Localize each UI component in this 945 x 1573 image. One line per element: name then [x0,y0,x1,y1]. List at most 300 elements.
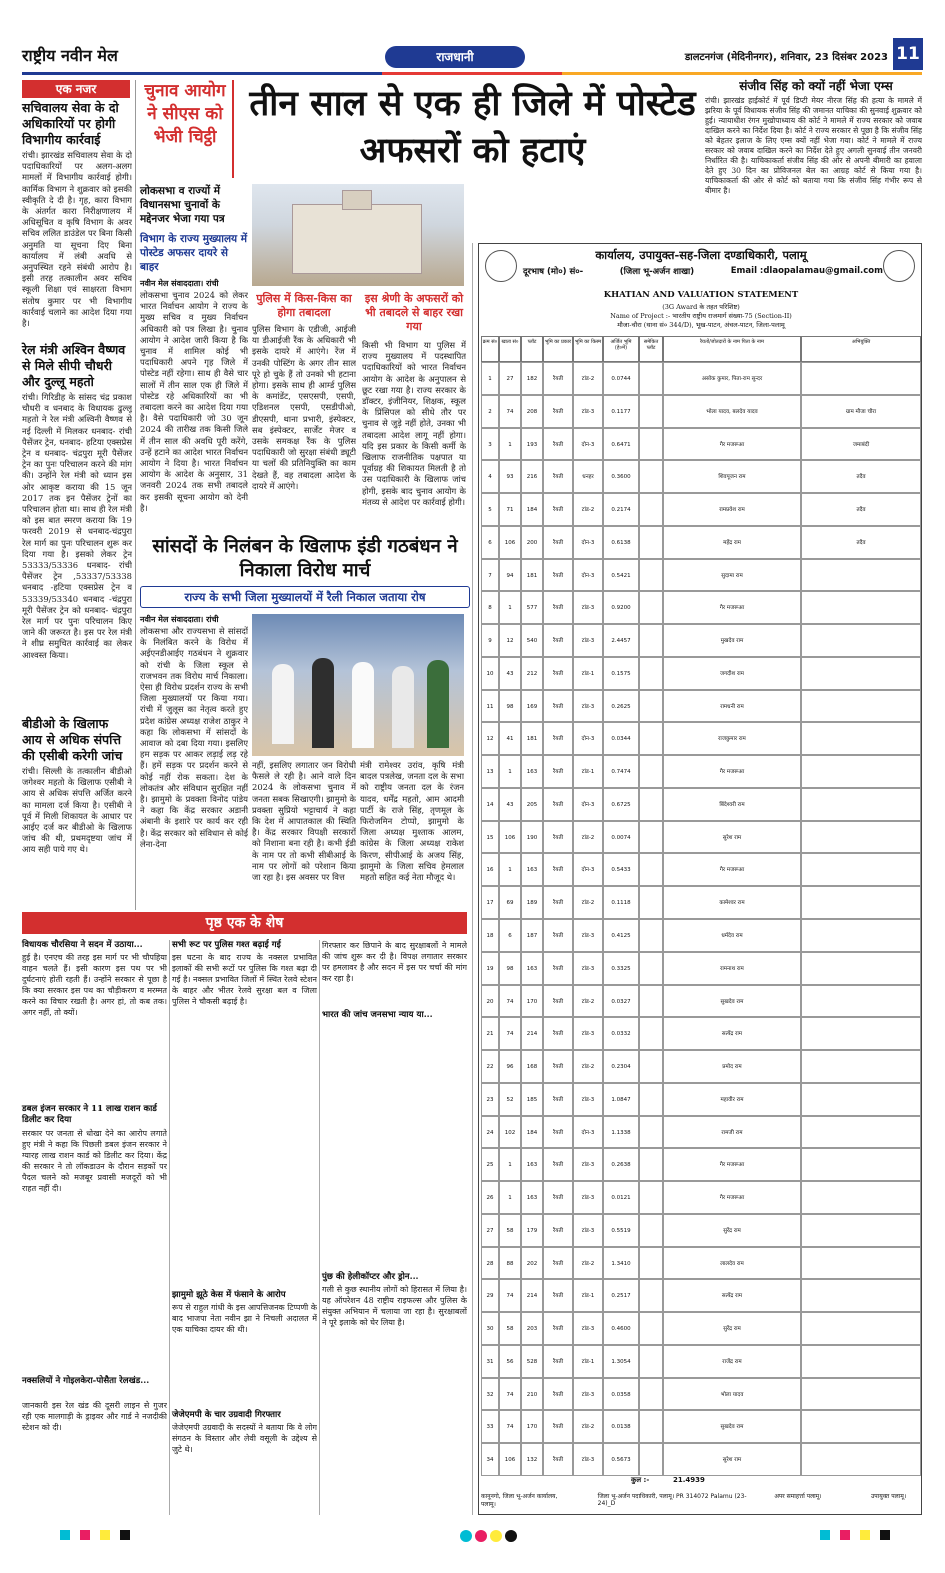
table-cell: तदैव [801,493,921,526]
table-cell: रैयती [543,919,573,952]
story-headline: बीडीओ के खिलाफ आय से अधिक संपत्ति की एसीबी करेगी जांच [22,716,123,763]
table-row [481,428,921,461]
table-cell: सुरेंद्र राम [663,1312,801,1345]
table-cell: रैयती [543,526,573,559]
table-cell: 74 [499,985,521,1018]
table-cell: 189 [521,886,543,919]
table-cell: टांड-3 [573,1443,603,1476]
valuation-table [481,336,921,1476]
table-cell [639,526,663,559]
table-cell: टांड-3 [573,1017,603,1050]
table-cell: रामनाथ राम [663,952,801,985]
table-cell: टांड-1 [573,657,603,690]
table-cell [801,755,921,788]
table-cell: टांड-1 [573,755,603,788]
table-row [481,853,921,886]
kicker-divider [232,80,234,178]
table-cell: 0.7474 [603,755,639,788]
table-cell: रैयती [543,624,573,657]
table-row [481,1279,921,1312]
table-cell: 1 [499,1148,521,1181]
table-cell: 20 [481,985,499,1018]
table-row [481,755,921,788]
table-cell [639,1312,663,1345]
table-cell: रामजी राम [663,1116,801,1149]
registration-swatch [100,1530,110,1540]
table-cell [639,1279,663,1312]
notice-project: Name of Project :- भारतीय राष्ट्रीय राजमार्ग संख्या-75 (Section-II) [610,312,792,320]
table-cell: 16 [481,853,499,886]
table-cell: 26 [481,1181,499,1214]
table-cell: रैयती [543,821,573,854]
notice-phone: दूरभाष (मो०) सं०- [523,267,584,277]
table-cell: 205 [521,788,543,821]
table-row [481,788,921,821]
table-row [481,1378,921,1411]
table-cell: गैर मजरूआ [663,591,801,624]
table-cell: रैयती [543,1279,573,1312]
table-cell: 1 [499,591,521,624]
byline: नवीन मेल संवाददाता। रांची [140,614,219,624]
table-cell: 11 [481,690,499,723]
table-cell: दोन-3 [573,788,603,821]
cont-body: इस घटना के बाद राज्य के नक्सल प्रभावित इलाकों की सभी रूटों पर पुलिस कि गश्त बढ़ा दी गई है। नक्सल प्रभावित जिलों में स्थित रेलवे स्टेशन के बाहर और भीतर रेलवे सुरक्षा बल व जिला पुलिस ने चौकसी बढ़ाई है। [172,953,317,1006]
table-cell [639,919,663,952]
table-cell [801,1083,921,1116]
table-header-cell: क्रम सं० [481,336,499,362]
table-cell: टांड-2 [573,821,603,854]
section-label: राजधानी [385,46,525,68]
table-cell: 200 [521,526,543,559]
table-cell: राजेंद्र राम [663,1345,801,1378]
cont-headline: नक्सलियों ने गोइलकेरा-पोसैता रेलखंड... [22,1376,150,1386]
table-cell [801,821,921,854]
table-cell: 22 [481,1050,499,1083]
signatory: जिला भू-अर्जन पदाधिकारी, पलामू। PR 314072 Palamu (23-24)_D [597,1493,747,1507]
table-cell: 163 [521,853,543,886]
cont-body: गिरफ्तार कर छिपाने के बाद सुरक्षाबलों ने मामले की जांच शुरू कर दी है। विपक्ष लगातार सरकार पर हमलावर है और सदन में इस पर चर्चा की मांग कर रहा है। [322,941,467,983]
table-cell [639,395,663,428]
table-cell: 7 [481,559,499,592]
table-cell: गैर मजरूआ [663,428,801,461]
table-cell [801,1312,921,1345]
table-cell [639,1247,663,1280]
byline: नवीन मेल संवाददाता। रांची [140,278,219,288]
table-cell: रैयती [543,1345,573,1378]
table-cell: 0.0327 [603,985,639,1018]
table-cell: 185 [521,1083,543,1116]
story-body: लोकसभा और राज्यसभा से सांसदों के निलंबित करने के विरोध में अईएनडीआईए गठबंधन ने शुक्रवार को रांची के जिला स्कूल से राजभवन तक विरोध मार्च निकाला। ऐसा ही विरोध प्रदर्शन राज्य के सभी जिला मुख्यालयों पर किया गया। रांची में जुलूस का नेतृत्व करते हुए प्रदेश कांग्रेस अध्यक्ष राजेश ठाकुर ने कहा कि लोकसभा में सांसदों के आवाज को दबा दिया गया। इसलिए हम सड़क पर आकर लड़ाई लड़ रहे हैं। हमें सड़क पर प्रदर्शन करने से कोई नहीं रोक सकता। देश के लोकतंत्र और संविधान सुरक्षित नहीं है। झामुमो के प्रवक्ता विनोद पांडेय ने कहा कि केंद्र सरकार अडानी अंबानी के इशारे पर कार्य कर रही है। केंद्र सरकार को संविधान से कोई लेना-देना [140,626,248,849]
table-cell [801,1116,921,1149]
table-cell: 58 [499,1312,521,1345]
table-row [481,1214,921,1247]
table-cell: 0.6725 [603,788,639,821]
table-cell: 214 [521,1017,543,1050]
table-cell: दोन-3 [573,526,603,559]
table-cell: टांड-1 [573,1279,603,1312]
table-cell: 43 [499,788,521,821]
table-cell: 93 [499,460,521,493]
table-cell: 163 [521,1148,543,1181]
cont-headline: पुंछ की हेलीकॉप्टर और ड्रोन... [322,1272,419,1282]
story-headline: सचिवालय सेवा के दो अधिकारियों पर होगी विभागीय कार्रवाई [22,100,119,147]
table-cell: रैयती [543,690,573,723]
table-cell: 190 [521,821,543,854]
total-label: कुल :- [631,1476,650,1484]
table-cell: 58 [499,1214,521,1247]
table-cell: रैयती [543,722,573,755]
table-cell: 132 [521,1443,543,1476]
table-cell: 1.3054 [603,1345,639,1378]
table-row [481,1116,921,1149]
table-cell: 74 [499,1378,521,1411]
table-header-cell: अर्जित भूमि (हे०में) [603,336,639,362]
table-cell: टांड-3 [573,1214,603,1247]
story-body: मंत्री रामेश्वर उरांव, कृषि मंत्री बादल पत्रलेख, जनता दल के सभा को राष्ट्रीय जनता दल के रंजन यादव, धर्मेंद्र महतो, आम आदमी पार्टी के राजे सिंह, तृणमूल के फिरोजमिन टोप्पो, झामुमो के जिला अध्यक्ष मुश्ताक आलम, कांग्रेस के जिला अध्यक्ष राकेश किरण, सीपीआई के अजय सिंह, झामुमो के जिला सचिव हेमलाल महतो सहित कई नेता मौजूद थे। [360,760,464,883]
notice-subtitle: (3G Award के तहत परिशिष्ट) [662,303,740,311]
table-cell: 0.5421 [603,559,639,592]
table-cell: 0.2625 [603,690,639,723]
table-cell: 3 [481,428,499,461]
registration-swatch [80,1530,90,1540]
table-cell: जगदीश राम [663,657,801,690]
table-cell: 0.9200 [603,591,639,624]
table-cell: 9 [481,624,499,657]
table-cell: रैयती [543,1083,573,1116]
valuation-notice [478,243,922,1515]
table-cell [801,952,921,985]
table-cell [639,362,663,395]
table-row [481,1312,921,1345]
table-cell [801,886,921,919]
right-headline: संजीव सिंह को क्यों नहीं भेजा एम्स [739,79,893,93]
table-cell: सत्येंद्र राम [663,1279,801,1312]
table-cell: दोन-3 [573,722,603,755]
secretariat-photo [252,184,464,286]
table-cell: 27 [499,362,521,395]
cont-body: जानकारी इस रेल खंड की दूसरी लाइन से गुजर रही एक मालगाड़ी के ड्राइवर और गार्ड ने नजदीकी स्टेशन को दी। [22,1401,167,1432]
table-cell: रामप्रवेश राम [663,493,801,526]
table-cell: 34 [481,1443,499,1476]
table-cell: 23 [481,1083,499,1116]
table-cell: 74 [499,1410,521,1443]
table-cell: धर्मदेव राम [663,919,801,952]
table-cell: रैयती [543,395,573,428]
table-cell: दोन-3 [573,1116,603,1149]
table-cell: 0.3600 [603,460,639,493]
table-cell: भोला यादव [663,1378,801,1411]
table-cell: 0.4600 [603,1312,639,1345]
table-cell [639,1116,663,1149]
table-cell [639,1083,663,1116]
table-cell: 24 [481,1116,499,1149]
table-row [481,657,921,690]
table-row [481,559,921,592]
table-cell: 74 [499,395,521,428]
notice-dept: (जिला भू-अर्जन शाखा) [619,267,695,277]
table-cell: 170 [521,1410,543,1443]
table-cell: टांड-2 [573,362,603,395]
table-cell: 1 [499,428,521,461]
table-cell [639,788,663,821]
table-header-cell: भूमि का प्रकार [543,336,573,362]
table-cell: 528 [521,1345,543,1378]
table-row [481,1345,921,1378]
table-row [481,821,921,854]
column-divider [169,940,170,1515]
table-cell: 69 [499,886,521,919]
table-cell [801,559,921,592]
table-cell [639,722,663,755]
column-divider [319,940,320,1515]
table-cell: 214 [521,1279,543,1312]
notice-office: कार्यालय, उपायुक्त-सह-जिला दण्डाधिकारी, पलामू [595,248,807,262]
table-cell: टांड-3 [573,624,603,657]
table-header-cell: अभियुक्ति [801,336,921,362]
table-row [481,1050,921,1083]
table-cell: टांड-2 [573,1247,603,1280]
table-cell: 10 [481,657,499,690]
header-rule [22,72,922,75]
table-cell: 5 [481,493,499,526]
table-row [481,1017,921,1050]
table-cell: 0.5433 [603,853,639,886]
table-cell: 0.1575 [603,657,639,690]
table-cell: महेंद्र राम [663,526,801,559]
table-row [481,591,921,624]
table-cell: 88 [499,1247,521,1280]
table-cell: टांड-3 [573,919,603,952]
table-cell: रैयती [543,853,573,886]
table-cell: 0.3325 [603,952,639,985]
table-cell [801,1345,921,1378]
table-cell: 33 [481,1410,499,1443]
table-cell [801,853,921,886]
table-cell: लालदेव राम [663,1247,801,1280]
table-cell: 1 [499,1181,521,1214]
table-cell: 577 [521,591,543,624]
table-cell: 4 [481,460,499,493]
table-cell: 1 [481,362,499,395]
table-cell [801,362,921,395]
table-cell [801,1214,921,1247]
table-cell: 203 [521,1312,543,1345]
cont-body: रूप से राहुल गांधी के इस आपत्तिजनक टिप्पणी के बाद भाजपा नेता नवीन झा ने निचली अदालत में एक याचिका दायर की थी। [172,1303,317,1334]
cont-body: गली से कुछ स्थानीय लोगों को हिरासत में लिया है। यह ऑपरेशन 48 राष्ट्रीय राइफल्स और पुलिस के संयुक्त अभियान में चलाया जा रहा है। सुरक्षाबलों ने पूरे इलाके को घेर लिया है। [322,1285,467,1327]
table-cell: 0.0121 [603,1181,639,1214]
table-cell: 0.0332 [603,1017,639,1050]
table-cell: 0.6471 [603,428,639,461]
table-cell: धनहर [573,460,603,493]
table-cell: रैयती [543,1312,573,1345]
table-cell: 0.1118 [603,886,639,919]
table-cell: टांड-3 [573,1181,603,1214]
story-headline: रेल मंत्री अश्विन वैष्णव से मिले सीपी चौधरी और दुल्लू महतो [22,342,126,389]
table-cell: तदैव [801,526,921,559]
table-cell: 212 [521,657,543,690]
table-cell: 12 [481,722,499,755]
table-cell: रैयती [543,460,573,493]
ek-nazar-tag: एक नजर [22,80,130,98]
table-cell: 0.5519 [603,1214,639,1247]
table-cell: 216 [521,460,543,493]
notice-email: Email :dlaopalamau@gmail.com [730,266,883,276]
table-cell: 182 [521,362,543,395]
table-cell: रैयती [543,1050,573,1083]
table-cell: भोला यादव, बलदेव यादव [663,395,801,428]
table-cell: 0.2304 [603,1050,639,1083]
table-cell: 74 [499,1017,521,1050]
table-cell: सत्येंद्र राम [663,1017,801,1050]
table-cell: रैयती [543,1443,573,1476]
table-cell: 41 [499,722,521,755]
table-cell: टांड-2 [573,985,603,1018]
main-headline: तीन साल से एक ही जिले में पोस्टेड अफसरों को हटाएं [249,83,696,171]
table-cell [639,493,663,526]
story-body: लोकसभा चुनाव 2024 को लेकर भारत निर्वाचन आयोग ने राज्य के मुख्य सचिव व मुख्य निर्वाचन अधिकारी को पत्र लिखा है। चुनाव आयोग ने आदेश जारी किया है कि चुनाव में शामिल कोई भी पदाधिकारी अपने गृह जिले में पोस्टेड नहीं रहेगा। साथ ही वैसे चार सालों में तीन साल एक ही जिले में पोस्टेड रहे अधिकारियों का भी तबादला करने का आदेश दिया गया है। वैसे पदाधिकारी जो 30 जून 2024 की तारीख तक किसी जिले में तीन साल की अवधि पूरी करेंगे, उन्हें हटाने का आदेश भारत निर्वाचन आयोग ने दिया है। भारत निर्वाचन आयोग के आदेश के अनुसार, 31 जनवरी 2024 तक सभी तबादले कर इसकी सूचना आयोग को देनी है। [140,290,248,513]
table-cell: रैयती [543,788,573,821]
table-cell [639,1214,663,1247]
table-cell: 0.2517 [603,1279,639,1312]
table-cell [801,1247,921,1280]
table-row [481,1148,921,1181]
table-cell: रैयती [543,755,573,788]
table-row [481,362,921,395]
table-cell: 0.1177 [603,395,639,428]
table-cell: राजकुमार राम [663,722,801,755]
table-cell: 13 [481,755,499,788]
table-row [481,395,921,428]
registration-swatch [460,1530,472,1542]
table-cell: 1.0847 [603,1083,639,1116]
emblem-icon [485,250,517,282]
table-cell: 208 [521,395,543,428]
table-cell: रैयती [543,952,573,985]
table-cell: 2.4457 [603,624,639,657]
table-cell [801,722,921,755]
cont-headline: भारत की जांच जनसभा न्याय या... [322,1010,433,1020]
registration-swatch [880,1530,890,1540]
table-cell: 1 [499,755,521,788]
rally-subhead: राज्य के सभी जिला मुख्यालयों में रैली निकाल जताया रोष [140,586,470,608]
table-cell: 8 [481,591,499,624]
table-cell: दोन-3 [573,853,603,886]
table-cell: 98 [499,952,521,985]
table-cell: 184 [521,493,543,526]
table-cell: 0.5673 [603,1443,639,1476]
table-cell: 32 [481,1378,499,1411]
table-cell: टांड-3 [573,591,603,624]
story-body: नहीं, इसलिए लगातार जन विरोधी फैसले ले रही है। आने वाले दिन 2024 के लोकसभा चुनाव में जनता सबक सिखाएगी। झामुमो के प्रवक्ता सुप्रियो भट्टाचार्य ने कहा कि देश में आपातकाल की स्थिति है। केंद्र सरकार विपक्षी सरकारों को निशाना बना रही है। कभी ईडी के नाम पर तो कभी सीबीआई के नाम पर लोगों को परेशान किया जा रहा है। इस अवसर पर वित्त [252,760,356,883]
table-cell: टांड-3 [573,395,603,428]
table-cell: प्रमोद राम [663,1050,801,1083]
continuation-banner: पृष्ठ एक के शेष [22,912,467,934]
table-cell [801,985,921,1018]
registration-swatch [60,1530,70,1540]
table-row [481,1181,921,1214]
box-headline: इस श्रेणी के अफसरों को भी तबादले से बाहर रखा गया [364,292,464,333]
table-cell: शिवपूजन राम [663,460,801,493]
table-cell: 0.4125 [603,919,639,952]
table-cell [639,460,663,493]
registration-swatch [505,1530,517,1542]
cont-body: जेजेएमपी उग्रवादी के सदस्यों ने बताया कि वे लोग संगठन के विस्तार और लेवी वसूली के उद्देश्य से जुटे थे। [172,1423,317,1454]
table-header-cell: खाता सं० [499,336,521,362]
table-cell: 163 [521,1181,543,1214]
table-cell: 12 [499,624,521,657]
table-cell: कामेश्वर राम [663,886,801,919]
table-cell: 169 [521,690,543,723]
table-cell [639,1181,663,1214]
column-divider [135,80,136,910]
story-body: रांची। झारखंड सचिवालय सेवा के दो पदाधिकारियों पर अलग-अलग मामलों में विभागीय कार्रवाई होगी। कार्मिक विभाग ने शुक्रवार को इसकी स्वीकृति दे दी है। गृह, कारा विभाग के अंतर्गत कारा निरीक्षणालय में अधिसूचित व कृषि विभाग के अवर सचिव ललित डाउंडेल पर बिना किसी अनुमति या सूचना दिए बिना कार्यालय में लंबी अवधि से अनुपस्थित रहने संबंधी आरोप है। इसी तरह तत्कालीन अवर सचिव स्कूली शिक्षा एवं साक्षरता विभाग संतोष कुमार पर भी विभागीय कार्रवाई चलाने का आदेश दिया गया है। [22,150,132,329]
table-cell: 2 [481,395,499,428]
page-number: 11 [893,38,923,70]
table-cell: 0.2638 [603,1148,639,1181]
table-cell: 181 [521,722,543,755]
table-cell [639,1148,663,1181]
table-cell [801,788,921,821]
cont-headline: झामुमो झूठे केस में फंसाने के आरोप [172,1290,286,1300]
notice-title: KHATIAN AND VALUATION STATEMENT [603,290,799,300]
table-cell: रामधनी राम [663,690,801,723]
registration-swatch [840,1530,850,1540]
table-cell [639,559,663,592]
registration-swatch [475,1530,487,1542]
table-cell: टांड-3 [573,1312,603,1345]
table-cell [639,1017,663,1050]
table-cell: 106 [499,1443,521,1476]
table-cell [639,1378,663,1411]
table-cell: मुखदेव राम [663,624,801,657]
table-cell: टांड-2 [573,1050,603,1083]
table-cell: 52 [499,1083,521,1116]
table-cell: रैयती [543,591,573,624]
table-header-cell: समेकित प्लॉट [639,336,663,362]
table-cell [801,624,921,657]
table-cell: टांड-3 [573,1083,603,1116]
table-row [481,919,921,952]
table-cell: 193 [521,428,543,461]
table-row [481,1443,921,1476]
table-row [481,493,921,526]
table-cell: 27 [481,1214,499,1247]
table-cell: 0.0138 [603,1410,639,1443]
table-cell: रैयती [543,362,573,395]
table-row [481,1410,921,1443]
table-cell [801,1443,921,1476]
cont-headline: डबल इंजन सरकार ने 11 लाख राशन कार्ड डिलीट कर दिया [22,1104,157,1125]
table-cell: रैयती [543,428,573,461]
emblem-icon [883,250,915,282]
table-cell: रैयती [543,657,573,690]
table-cell: रैयती [543,1410,573,1443]
newspaper-name: राष्ट्रीय नवीन मेल [22,46,118,65]
registration-swatch [860,1530,870,1540]
subheadline: लोकसभा व राज्यों में विधानसभा चुनावों के मद्देनजर भेजा गया पत्र [140,185,225,225]
table-cell: गैर मजरूआ [663,1148,801,1181]
table-cell: 106 [499,821,521,854]
table-cell: 181 [521,559,543,592]
table-row [481,460,921,493]
table-cell: 179 [521,1214,543,1247]
table-cell: 21 [481,1017,499,1050]
rally-photo [252,614,464,756]
table-cell: 202 [521,1247,543,1280]
table-cell: टांड-3 [573,690,603,723]
table-cell: बिंदेश्वरी राम [663,788,801,821]
cont-headline: जेजेएमपी के चार उग्रवादी गिरफ्तार [172,1410,281,1420]
